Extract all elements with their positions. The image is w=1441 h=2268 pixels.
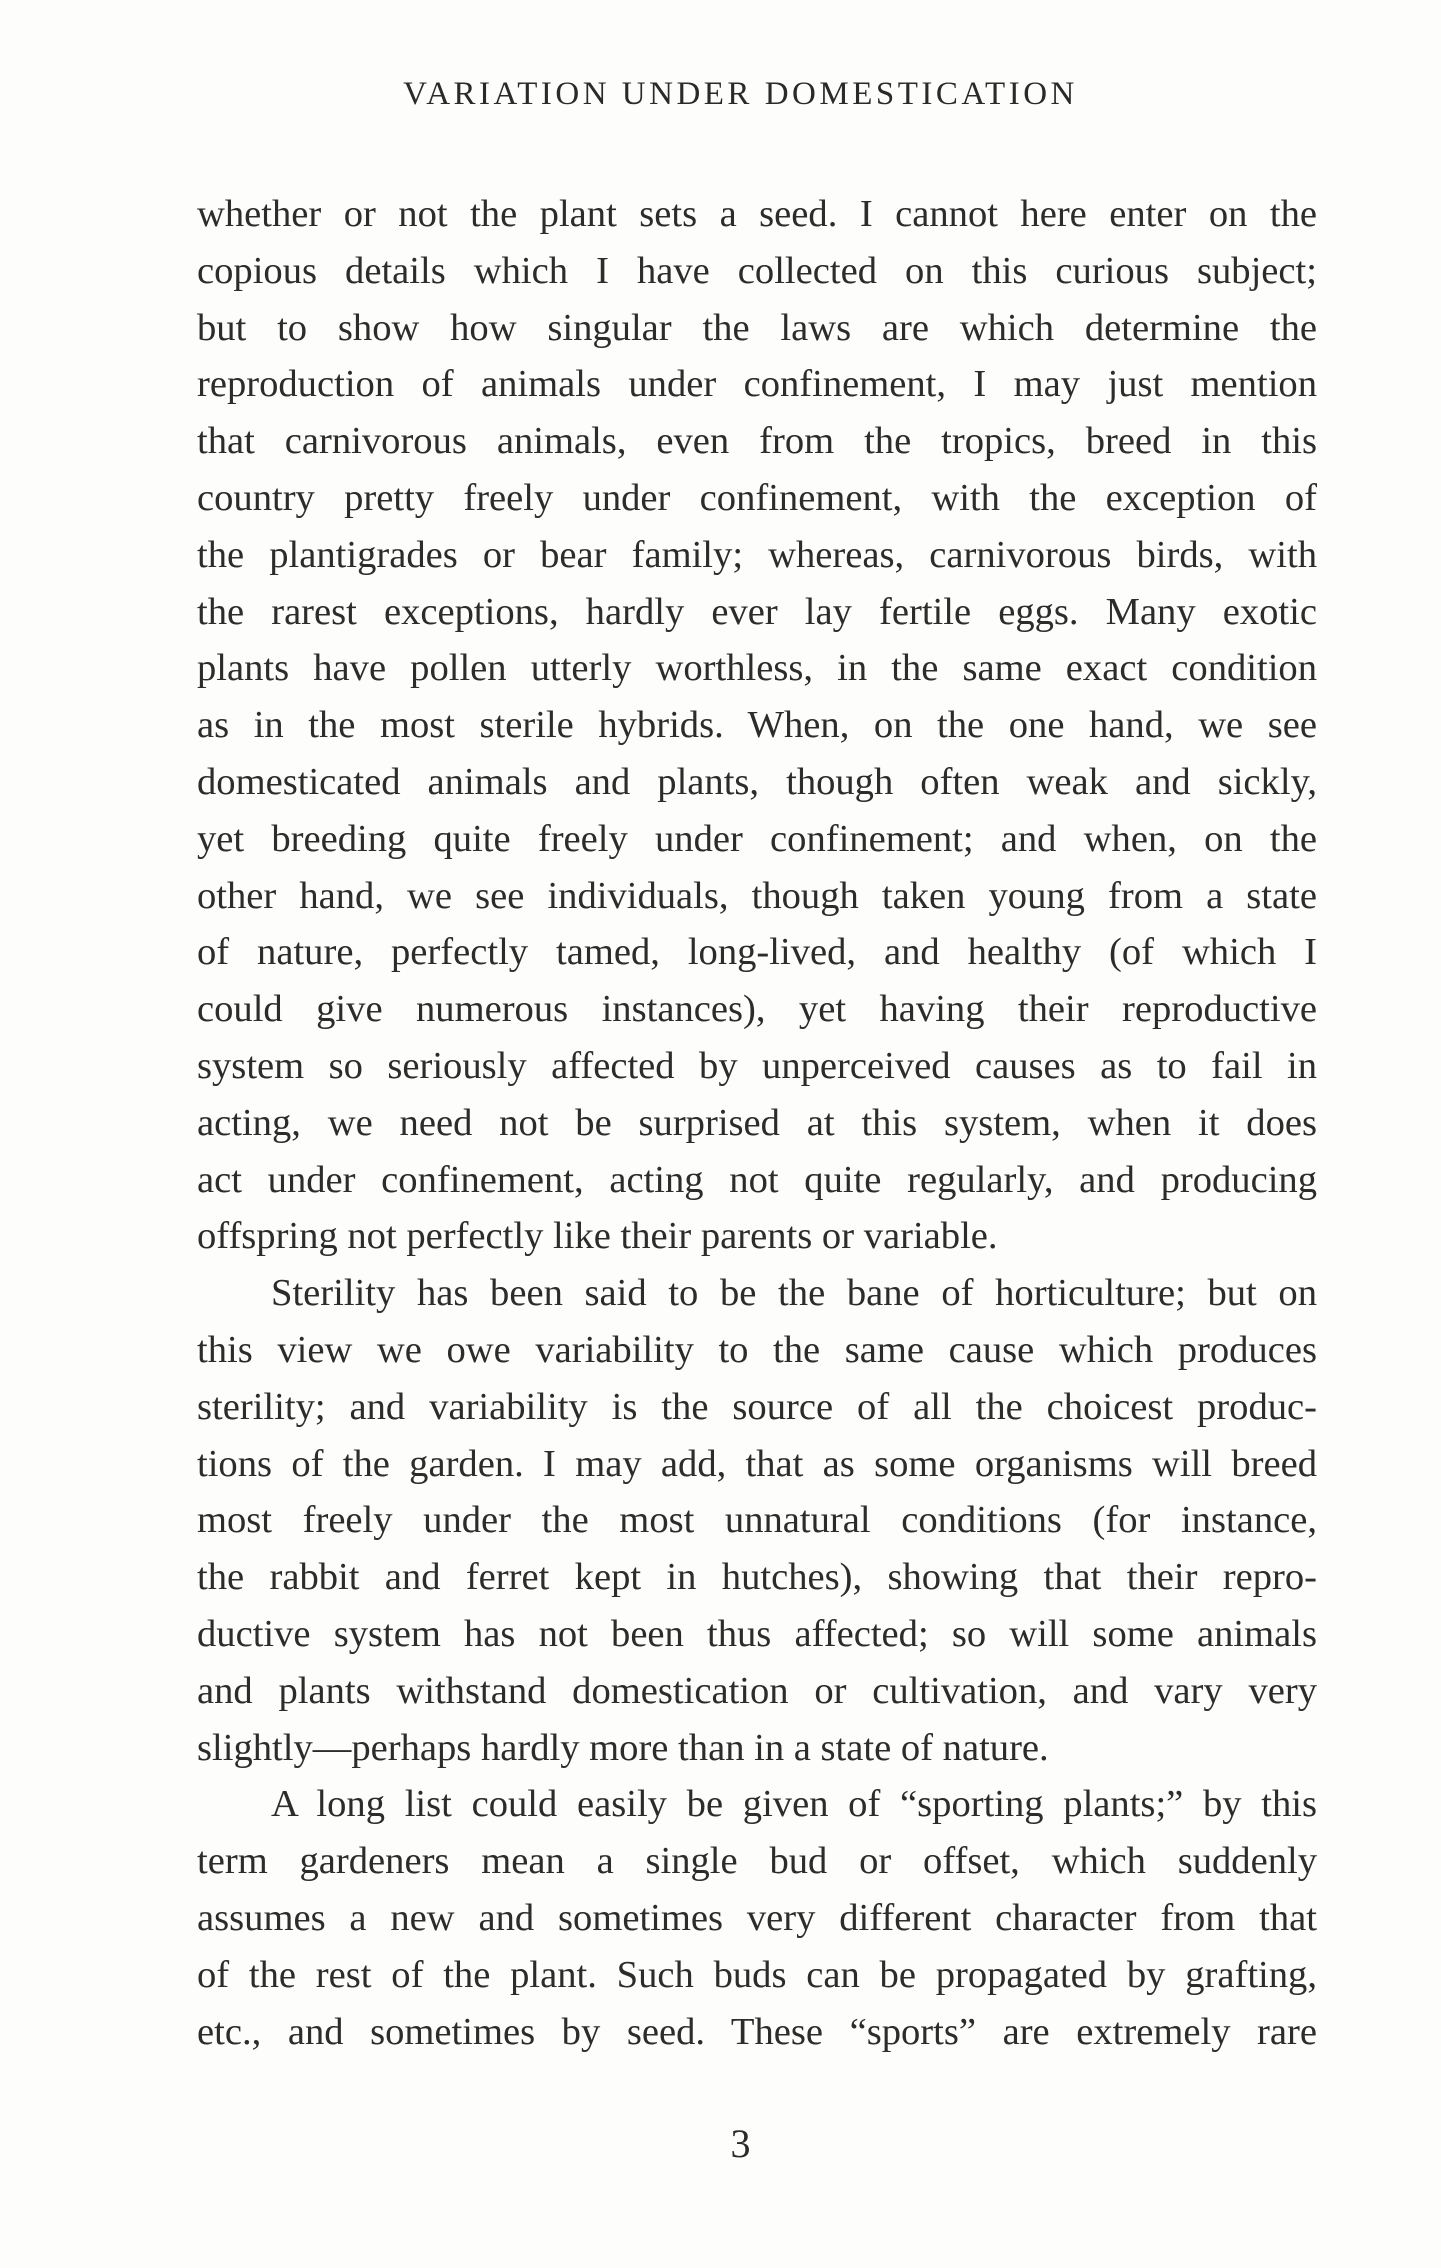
text-line: this view we owe variability to the same cause which produces [197, 1328, 1317, 1371]
text-line: could give numerous instances), yet having their reproductive [197, 988, 1317, 1031]
text-line: domesticated animals and plants, though often weak and sickly, [197, 760, 1317, 803]
paragraph [197, 186, 1317, 1265]
text-line: other hand, we see individuals, though taken young from a state [197, 874, 1317, 917]
text-line: as in the most sterile hybrids. When, on the one hand, we see [197, 704, 1317, 747]
text-line: Sterility has been said to be the bane of horticulture; but on [271, 1272, 1317, 1315]
text-line: A long list could easily be given of “sporting plants;” by this [271, 1783, 1317, 1826]
text-line: the rarest exceptions, hardly ever lay fertile eggs. Many exotic [197, 590, 1317, 633]
text-line: etc., and sometimes by seed. These “sports” are extremely rare [197, 2010, 1317, 2053]
page-number: 3 [730, 2121, 751, 2166]
text-line: act under confinement, acting not quite regularly, and producing [197, 1158, 1317, 1201]
text-line: ductive system has not been thus affected; so will some animals [197, 1612, 1317, 1655]
text-line: tions of the garden. I may add, that as some organisms will breed [197, 1442, 1317, 1485]
text-line: system so seriously affected by unperceived causes as to fail in [197, 1044, 1317, 1087]
body-text [197, 186, 1317, 2060]
text-line: country pretty freely under confinement, with the exception of [197, 476, 1317, 519]
text-line: copious details which I have collected on this curious subject; [197, 249, 1317, 292]
text-line: that carnivorous animals, even from the tropics, breed in this [197, 420, 1317, 463]
text-line: offspring not perfectly like their parents or variable. [197, 1215, 998, 1258]
running-head: VARIATION UNDER DOMESTICATION [403, 76, 1078, 112]
text-line: yet breeding quite freely under confinement; and when, on the [197, 817, 1317, 860]
text-line: the rabbit and ferret kept in hutches), showing that their repro- [197, 1556, 1317, 1599]
text-line: acting, we need not be surprised at this system, when it does [197, 1101, 1317, 1144]
text-line: whether or not the plant sets a seed. I cannot here enter on the [197, 193, 1317, 235]
text-line: slightly—perhaps hardly more than in a state of nature. [197, 1726, 1049, 1769]
text-line: most freely under the most unnatural conditions (for instance, [197, 1499, 1317, 1542]
text-line: of nature, perfectly tamed, long-lived, and healthy (of which I [197, 931, 1317, 974]
paragraph [197, 1265, 1317, 1776]
text-line: of the rest of the plant. Such buds can be propagated by grafting, [197, 1953, 1317, 1996]
text-line: the plantigrades or bear family; whereas, carnivorous birds, with [197, 533, 1317, 576]
text-line: sterility; and variability is the source of all the choicest produc- [197, 1385, 1317, 1428]
text-line: term gardeners mean a single bud or offset, which suddenly [197, 1840, 1317, 1883]
text-line: but to show how singular the laws are which determine the [197, 306, 1317, 349]
text-line: reproduction of animals under confinement, I may just mention [197, 363, 1317, 406]
text-line: plants have pollen utterly worthless, in the same exact condition [197, 647, 1317, 690]
text-line: assumes a new and sometimes very different character from that [197, 1896, 1317, 1939]
text-line: and plants withstand domestication or cultivation, and vary very [197, 1669, 1317, 1712]
paragraph [197, 1776, 1317, 2060]
